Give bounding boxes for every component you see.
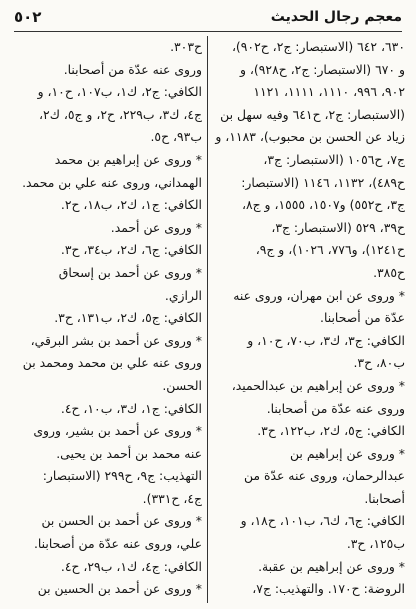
page-title: معجم رجال الحديث — [270, 9, 402, 25]
header-rule — [14, 31, 402, 32]
page-number: ٥٠٢ — [14, 8, 42, 26]
text-line: الكافي: ج١، ك٣، ب١٠، ح٤. — [60, 400, 202, 416]
text-line: * وروى عن أحمد بن الحسين بن — [37, 581, 202, 597]
text-line: أصحابنا. — [364, 490, 405, 506]
text-line: و ٦٧٠ (الاستبصار: ج٢، ح٩٢٨)، و — [240, 61, 405, 77]
text-line: * وروى عن أحمد بن بشير، وروى — [33, 423, 202, 439]
text-line: ح٣٩، ٥٢٩ (الاستبصار: ج٣، — [271, 219, 405, 235]
text-line: ج٧، ح١٠٥٦ (الاستبصار: ج٣، — [263, 151, 405, 167]
text-line: وروى عنه عدّة من أصحابنا. — [63, 61, 202, 77]
page-header — [14, 4, 402, 30]
text-line: * وروى عن إبراهيم بن محمد — [54, 151, 202, 167]
text-line: الكافي: ج٣، ك٣، ب٧٠، ح١٠، و — [247, 332, 405, 348]
text-line: * وروى عن أحمد بن بشر البرقي، — [30, 332, 202, 348]
right-column — [213, 36, 405, 605]
text-line: * وروى عن ابن مهران، وروى عنه — [233, 287, 405, 303]
text-line: التهذيب: ج٩، ح٢٩٩ (الاستبصار: — [42, 468, 202, 484]
text-line: ج٣، ح٥٥٢) و١٥٠٧، ١٥٥٥، و ج٨، — [241, 197, 405, 213]
text-line: ٦٣٠، ٦٤٢ (الاستبصار: ج٢، ح٩٠٢)، — [231, 39, 405, 54]
text-line: * وروى عن إبراهيم بن عبدالحميد، — [231, 377, 405, 393]
text-line: الكافي: ج٤، ك١، ب٢٩، ح٤. — [60, 558, 202, 574]
text-line: الهمداني، وروى عنه علي بن محمد. — [22, 174, 202, 190]
text-line: ح٤٨٩)، ١١٣٢، ١١٤٦ (الاستبصار: — [241, 174, 405, 190]
text-line: ح٣٨٥. — [373, 264, 405, 280]
text-line: عبدالرحمان، وروى عنه عدّة من — [243, 468, 405, 484]
column-divider — [207, 36, 208, 603]
text-line: ب١٢٥، ح٣. — [346, 536, 405, 552]
text-line: ج٤، ك٣، ب٢٢٩، ح٢، و ج٥، ك٢، — [39, 106, 202, 122]
text-line: ج٤، ح٣٣١). — [142, 490, 202, 506]
text-line: عنه محمد بن أحمد بن يحيى. — [56, 445, 202, 461]
text-line: ح١٢٤١)، و٧٧٦، ١٠٢٦)، و ج٩، — [255, 242, 405, 258]
text-line: * وروى عن إبراهيم بن — [290, 445, 405, 461]
text-line: ح٣٠٣. — [170, 39, 202, 54]
text-line: * وروى عن أحمد بن الحسن بن — [41, 513, 202, 529]
text-line: عدّة من أصحابنا. — [320, 310, 405, 326]
text-line: الحسن. — [162, 377, 202, 393]
text-line: ب٩٣، ح٥. — [150, 129, 202, 145]
text-line: الكافي: ج٦، ك٦، ب١٠١، ح١٨، و — [240, 513, 405, 529]
text-line: (الاستبصار: ج٢، ح٦٤١ وفيه سهل بن — [220, 106, 405, 122]
text-line: الكافي: ج٢، ك١، ب١٠٧، ح١٠، و — [37, 84, 202, 100]
text-line: زياد عن الحسن بن محبوب)، ١١٨٣، و — [215, 129, 405, 145]
text-line: ٩٠٢، ٩٩٦، ١١١٠، ١١١١، ١١٢١ — [253, 84, 405, 100]
text-line: الكافي: ج٥، ك٢، ب١٢٢، ح٣. — [257, 423, 405, 439]
text-line: الروضة: ح١٧٠. والتهذيب: ج٧، — [252, 581, 405, 597]
text-line: * وروى عن إبراهيم بن عقبة. — [258, 558, 405, 574]
text-line: * وروى عن أحمد. — [110, 219, 202, 235]
text-line: الكافي: ج٥، ك٢، ب١٣١، ح٣. — [54, 310, 202, 326]
text-line: * وروى عن أحمد بن إسحاق — [58, 264, 202, 280]
text-line: الرازي. — [164, 287, 202, 303]
text-line: وروى عنه علي بن محمد ومحمد بن — [22, 355, 202, 371]
left-column — [10, 36, 202, 605]
text-line: علي، وروى عنه عدّة من أصحابنا. — [33, 536, 202, 552]
text-line: الكافي: ج٦، ك٢، ب٣٤، ح٣. — [60, 242, 202, 258]
text-line: الكافي: ج١، ك٢، ب١٨، ح٢. — [60, 197, 202, 213]
text-line: وروى عنه عدّة من أصحابنا. — [266, 400, 405, 416]
text-line: ب٨٠، ح٣. — [353, 355, 405, 371]
